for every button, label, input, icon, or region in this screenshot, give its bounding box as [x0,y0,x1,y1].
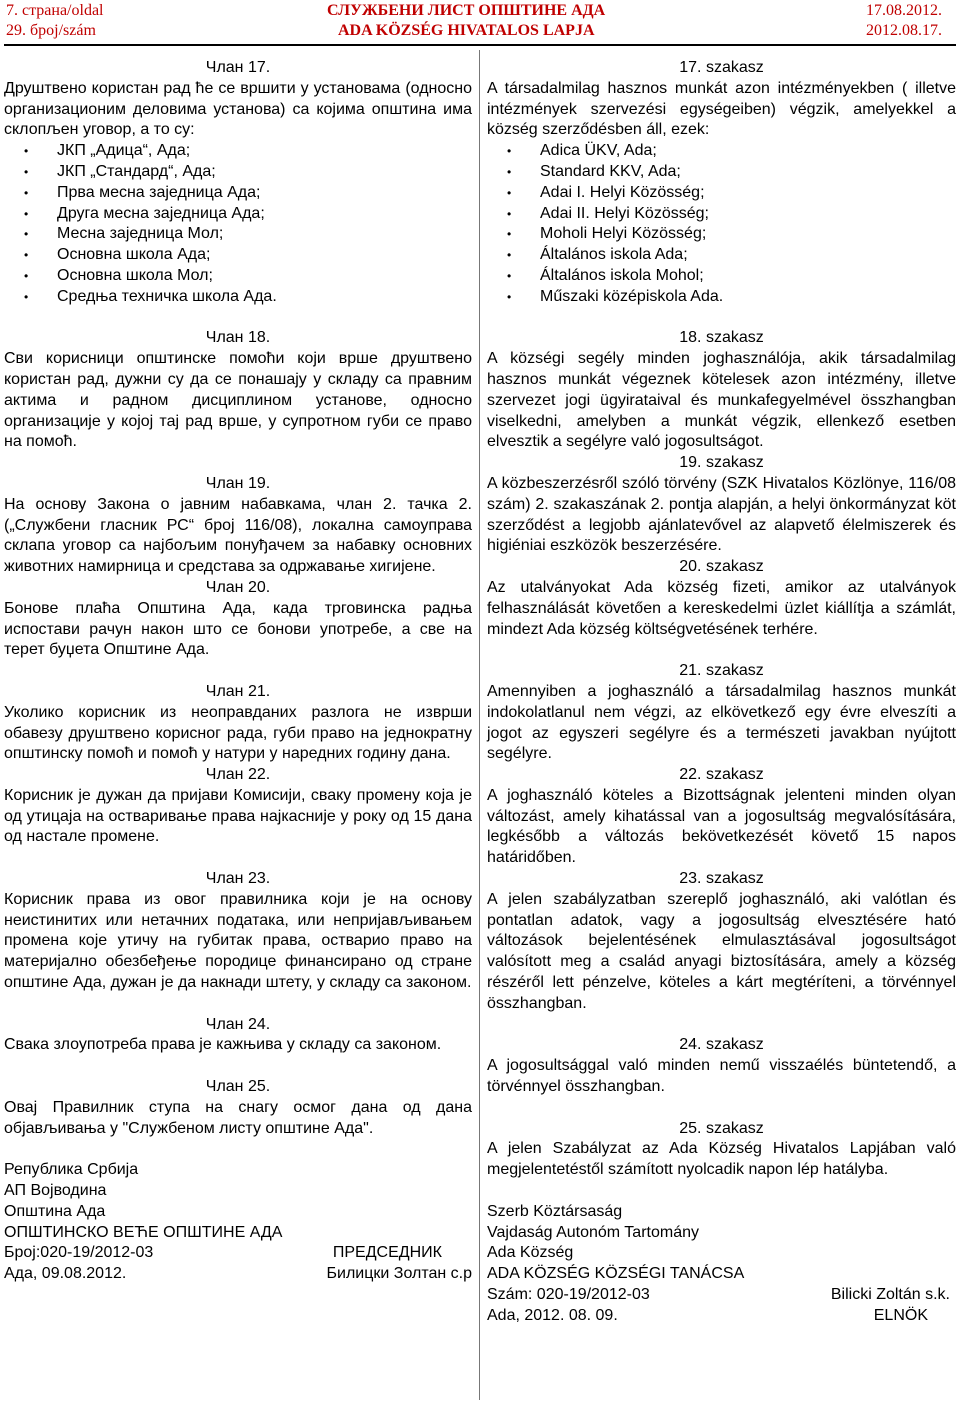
page-header [0,0,960,42]
article-21-text: Amennyiben a joghasználó a társadalmilag hasznos munkát indokolatlanul nem végzi, az elkövetkező egy évre elveszíti a jogot az egyszeri segélyre és a természeti javakban nyújtott segélyre. [487,682,956,763]
article-23-text: Корисник права из овог правилника који је на основу неистинитих или нетачних података, или непријављивањем промена које утичу на губитак права, остварио право на материјално обезбеђење породице финансирано од стране општине Ада, дужан је да накнади штету, у складу са законом. [4,890,472,992]
column-divider [479,50,480,1400]
issue-date-hungarian: 2012.08.17. [866,22,942,39]
list-item: • Прва месна заједница Ада; [4,183,472,204]
list-item: • ЈКП „Адица“, Ада; [4,141,472,162]
place-and-date: Ada, 2012. 08. 09. [487,1306,618,1324]
header-rule [4,44,956,46]
article-25-text: Овај Правилник ступа на снагу осмог дана од дана објављивања у "Службеном листу општине Ада". [4,1098,472,1137]
hungarian-column [487,58,956,1327]
list-item: • Друга месна заједница Ада; [4,204,472,225]
signature-block [487,1202,956,1327]
list-item: • Adai I. Helyi Közösség; [487,183,956,204]
signatory-name: Bilicki Zoltán s.k. [830,1286,950,1304]
issue-date-serbian: 17.08.2012. [866,2,942,19]
article-17-list [487,141,956,307]
article-19-heading: 19. szakasz [679,454,764,472]
article-17-text: Друштвено користан рад ће се вршити у установама (односно организационим деловима установа) са којима општина има склопљен уговор, а то су: [4,79,472,139]
signature-council: ОПШТИНСКО ВЕЋЕ ОПШТИНЕ АДА [4,1223,283,1241]
list-item: • Műszaki középiskola Ada. [487,287,956,308]
signatory-role: ELNÖK [873,1306,928,1324]
article-24-heading: Члан 24. [205,1015,271,1033]
list-item: • Általános iskola Ada; [487,245,956,266]
gazette-title-serbian: СЛУЖБЕНИ ЛИСТ ОПШТИНЕ АДА [327,2,606,19]
article-18-heading: Члан 18. [205,329,271,347]
list-item: • Основна школа Ада; [4,245,472,266]
signature-province: Vajdaság Autonóm Tartomány [487,1223,699,1241]
list-item: • Основна школа Мол; [4,266,472,287]
article-21-heading: 21. szakasz [679,662,764,680]
article-22-text: Корисник је дужан да пријави Комисији, сваку промену која је од утицаја на остваривање права најкасније у року од 15 дана од настале промене. [4,786,472,846]
signature-block [4,1160,472,1285]
document-number: Szám: 020-19/2012-03 [487,1286,650,1304]
list-item: • Месна заједница Мол; [4,224,472,245]
article-17-heading: 17. szakasz [679,59,764,76]
article-20-heading: 20. szakasz [679,558,764,576]
article-24-text: A jogosultsággal való minden nemű visszaélés büntetendő, a törvénnyel összhangban. [487,1057,956,1096]
article-23-text: A jelen szabályzatban szereplő joghasználó, aki valótlan és pontatlan adatok, vagy a jogosultság elvesztésére ható változások bejelentésének elmulasztásával jogosultságot valósított meg a család anyagi biztosítására, amely a község részéről lett pénzelve, köteles a kárt megtéríteni, a törvénnyel összhangban. [487,890,956,1012]
list-item: • Adai II. Helyi Közösség; [487,204,956,225]
signature-municipality: Општина Ада [4,1202,106,1220]
article-23-heading: 23. szakasz [679,870,764,888]
article-25-heading: 25. szakasz [679,1119,764,1137]
article-19-text: На основу Закона о јавним набавкама, члан 2. тачка 2. („Службени гласник РС“ број 116/08), локална самоуправа склапа уговор са најбољим понуђачем за набавку основних животних намирница и средстава за одржавање хигијене. [4,495,472,576]
article-22-heading: Члан 22. [205,766,271,784]
article-24-heading: 24. szakasz [679,1036,764,1054]
page-number-label: 7. страна/oldal [6,2,104,19]
signature-country: Szerb Köztársaság [487,1202,623,1220]
signature-municipality: Ada Község [487,1244,574,1262]
article-17-text: A társadalmilag hasznos munkát azon intézményekben ( illetve intézmények szervezési egységeiben) végzik, amelyekkel a község szerződésben áll, ezek: [487,79,956,139]
serbian-column [4,58,472,1285]
list-item: • Moholi Helyi Közösség; [487,224,956,245]
issue-number-label: 29. број/szám [6,22,96,39]
article-19-heading: Члан 19. [205,474,271,492]
list-item: • Általános iskola Mohol; [487,266,956,287]
article-21-text: Уколико корисник из неоправданих разлога не изврши обавезу друштвено корисног рада, губи право на једнократну општинску помоћ и помоћ у натури у наредних годину дана. [4,703,472,763]
article-17-list [4,141,472,307]
article-18-text: Сви корисници општинске помоћи који врше друштвено користан рад, дужни су да се понашају у складу са правним актима и радном дисциплином установе, односно организације у којој тај рад врше, у супротном губи се право на помоћ. [4,350,472,451]
article-24-text: Свака злоупотреба права је кажњива у складу са законом. [4,1036,442,1054]
article-19-text: A közbeszerzésről szóló törvény (SZK Hivatalos Közlönye, 116/08 szám) 2. szakaszának 2. pontja alapján, a helyi önkormányzat köt szerződést a legjobb ajánlatevővel az alapvető élelmiszerek és higiéniai eszközök beszerzésére. [487,474,956,555]
article-25-text: A jelen Szabályzat az Ada Község Hivatalos Lapjában való megjelentetéstől számított nyolcadik napon lép hatályba. [487,1140,956,1179]
article-23-heading: Члан 23. [205,870,271,888]
gazette-title-hungarian: ADA KÖZSÉG HIVATALOS LAPJA [338,22,595,39]
signatory-name: Билицки Золтан с.р [326,1265,472,1283]
signatory-role: ПРЕДСЕДНИК [332,1244,442,1262]
list-item: • Adica ÜKV, Ada; [487,141,956,162]
place-and-date: Ада, 09.08.2012. [4,1265,127,1283]
article-21-heading: Члан 21. [205,682,271,700]
article-20-heading: Члан 20. [205,578,271,596]
article-22-heading: 22. szakasz [679,766,764,784]
document-number: Број:020-19/2012-03 [4,1244,154,1262]
signature-country: Република Србија [4,1161,139,1179]
list-item: • Средња техничка школа Ада. [4,287,472,308]
signature-province: АП Војводина [4,1182,107,1200]
article-20-text: Бонове плаћа Општина Ада, када трговинска радња испостави рачун након што се бонови употребе, а све на терет буџета Општине Ада. [4,599,472,659]
article-22-text: A joghasználó köteles a Bizottságnak jelenteni minden olyan változást, amely kihatással van a jogosultság megvalósítására, legkésőbb a változás bekövetkezését követő 15 napos határidőben. [487,786,956,867]
article-17-heading: Члан 17. [205,59,271,76]
list-item: • Standard KKV, Ada; [487,162,956,183]
article-20-text: Az utalványokat Ada község fizeti, amikor az utalványok felhasználását követően a kereskedelmi üzlet kiállítja a számlát, mindezt Ada község költségvetésének terhére. [487,578,956,638]
list-item: • ЈКП „Стандард“, Ада; [4,162,472,183]
article-18-heading: 18. szakasz [679,329,764,347]
article-25-heading: Члан 25. [205,1078,271,1096]
article-18-text: A községi segély minden joghasználója, akik társadalmilag hasznos munkát végeznek kötelesek azon intézmény, illetve szervezet jogi ügyirataival és munkafegyelmével összhangban viselkedni, amelyben a munkát végzik, ellenkező esetben elvesztik a segélyre való jogosultságot. [487,350,956,451]
signature-council: ADA KÖZSÉG KÖZSÉGI TANÁCSA [487,1265,745,1283]
